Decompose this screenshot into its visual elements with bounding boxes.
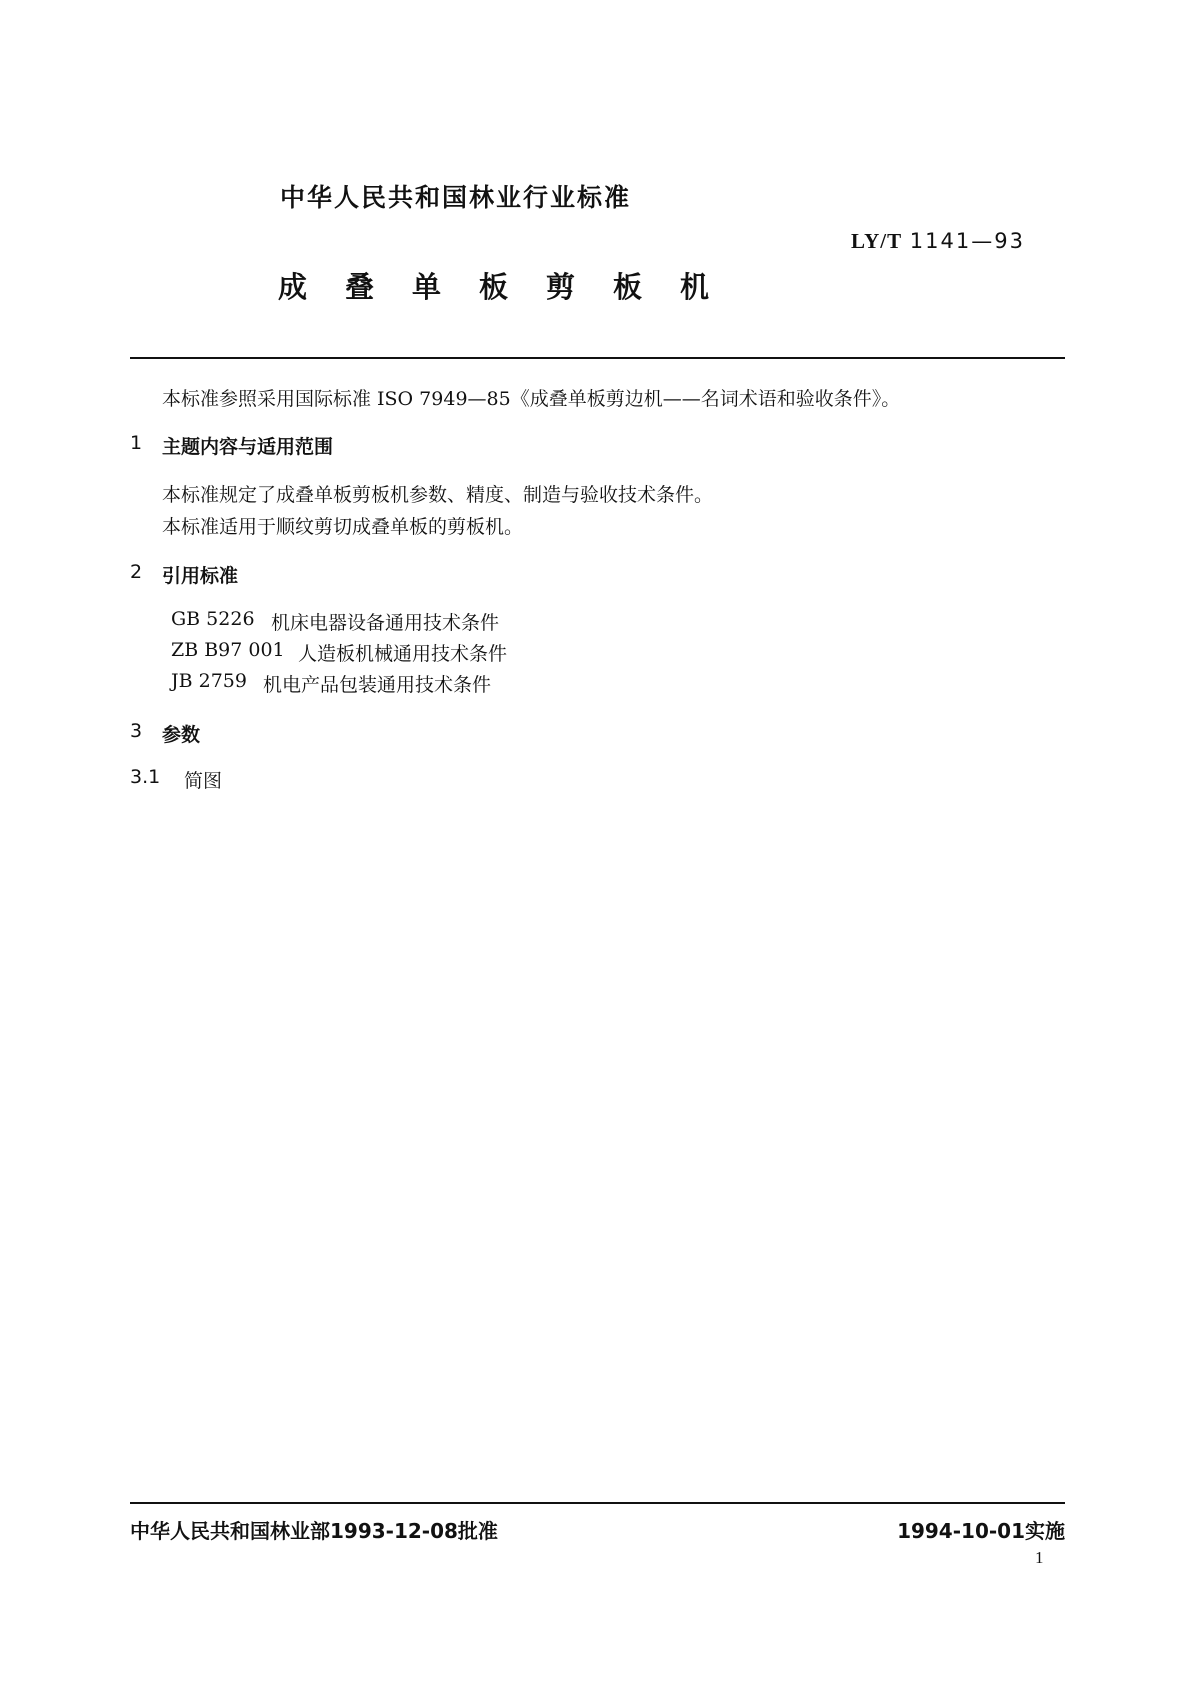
section-title: 引用标准	[162, 565, 239, 587]
effective-date: 1994-10-01实施	[897, 1519, 1065, 1543]
standard-code-prefix: LY/T	[851, 229, 903, 253]
reference-code: GB 5226	[171, 608, 255, 630]
standard-title: 成叠单板剪板机	[278, 270, 748, 304]
reference-title: 机床电器设备通用技术条件	[271, 612, 500, 634]
standard-code	[851, 229, 1025, 254]
section-number: 2	[130, 561, 143, 583]
page-number: 1	[1035, 1548, 1044, 1567]
reference-code: ZB B97 001	[171, 639, 285, 661]
section-number: 1	[130, 432, 143, 454]
section-number: 3	[130, 720, 143, 742]
section-title: 主题内容与适用范围	[162, 436, 334, 458]
section-title: 参数	[162, 724, 201, 746]
standard-code-number: 1141—93	[909, 229, 1025, 253]
reference-code: JB 2759	[171, 670, 247, 692]
reference-title: 人造板机械通用技术条件	[298, 643, 508, 665]
subsection-title: 简图	[184, 770, 223, 792]
approval-date: 中华人民共和国林业部1993-12-08批准	[130, 1519, 498, 1543]
standard-category: 中华人民共和国林业行业标准	[280, 183, 632, 212]
footer-divider	[130, 1502, 1065, 1504]
header-divider	[130, 357, 1065, 359]
reference-title: 机电产品包装通用技术条件	[263, 674, 492, 696]
section-paragraph: 本标准规定了成叠单板剪板机参数、精度、制造与验收技术条件。	[162, 484, 714, 506]
preface-paragraph: 本标准参照采用国际标准 ISO 7949—85《成叠单板剪边机——名词术语和验收条件》。	[162, 388, 901, 410]
subsection-number: 3.1	[130, 766, 161, 788]
section-paragraph: 本标准适用于顺纹剪切成叠单板的剪板机。	[162, 516, 524, 538]
